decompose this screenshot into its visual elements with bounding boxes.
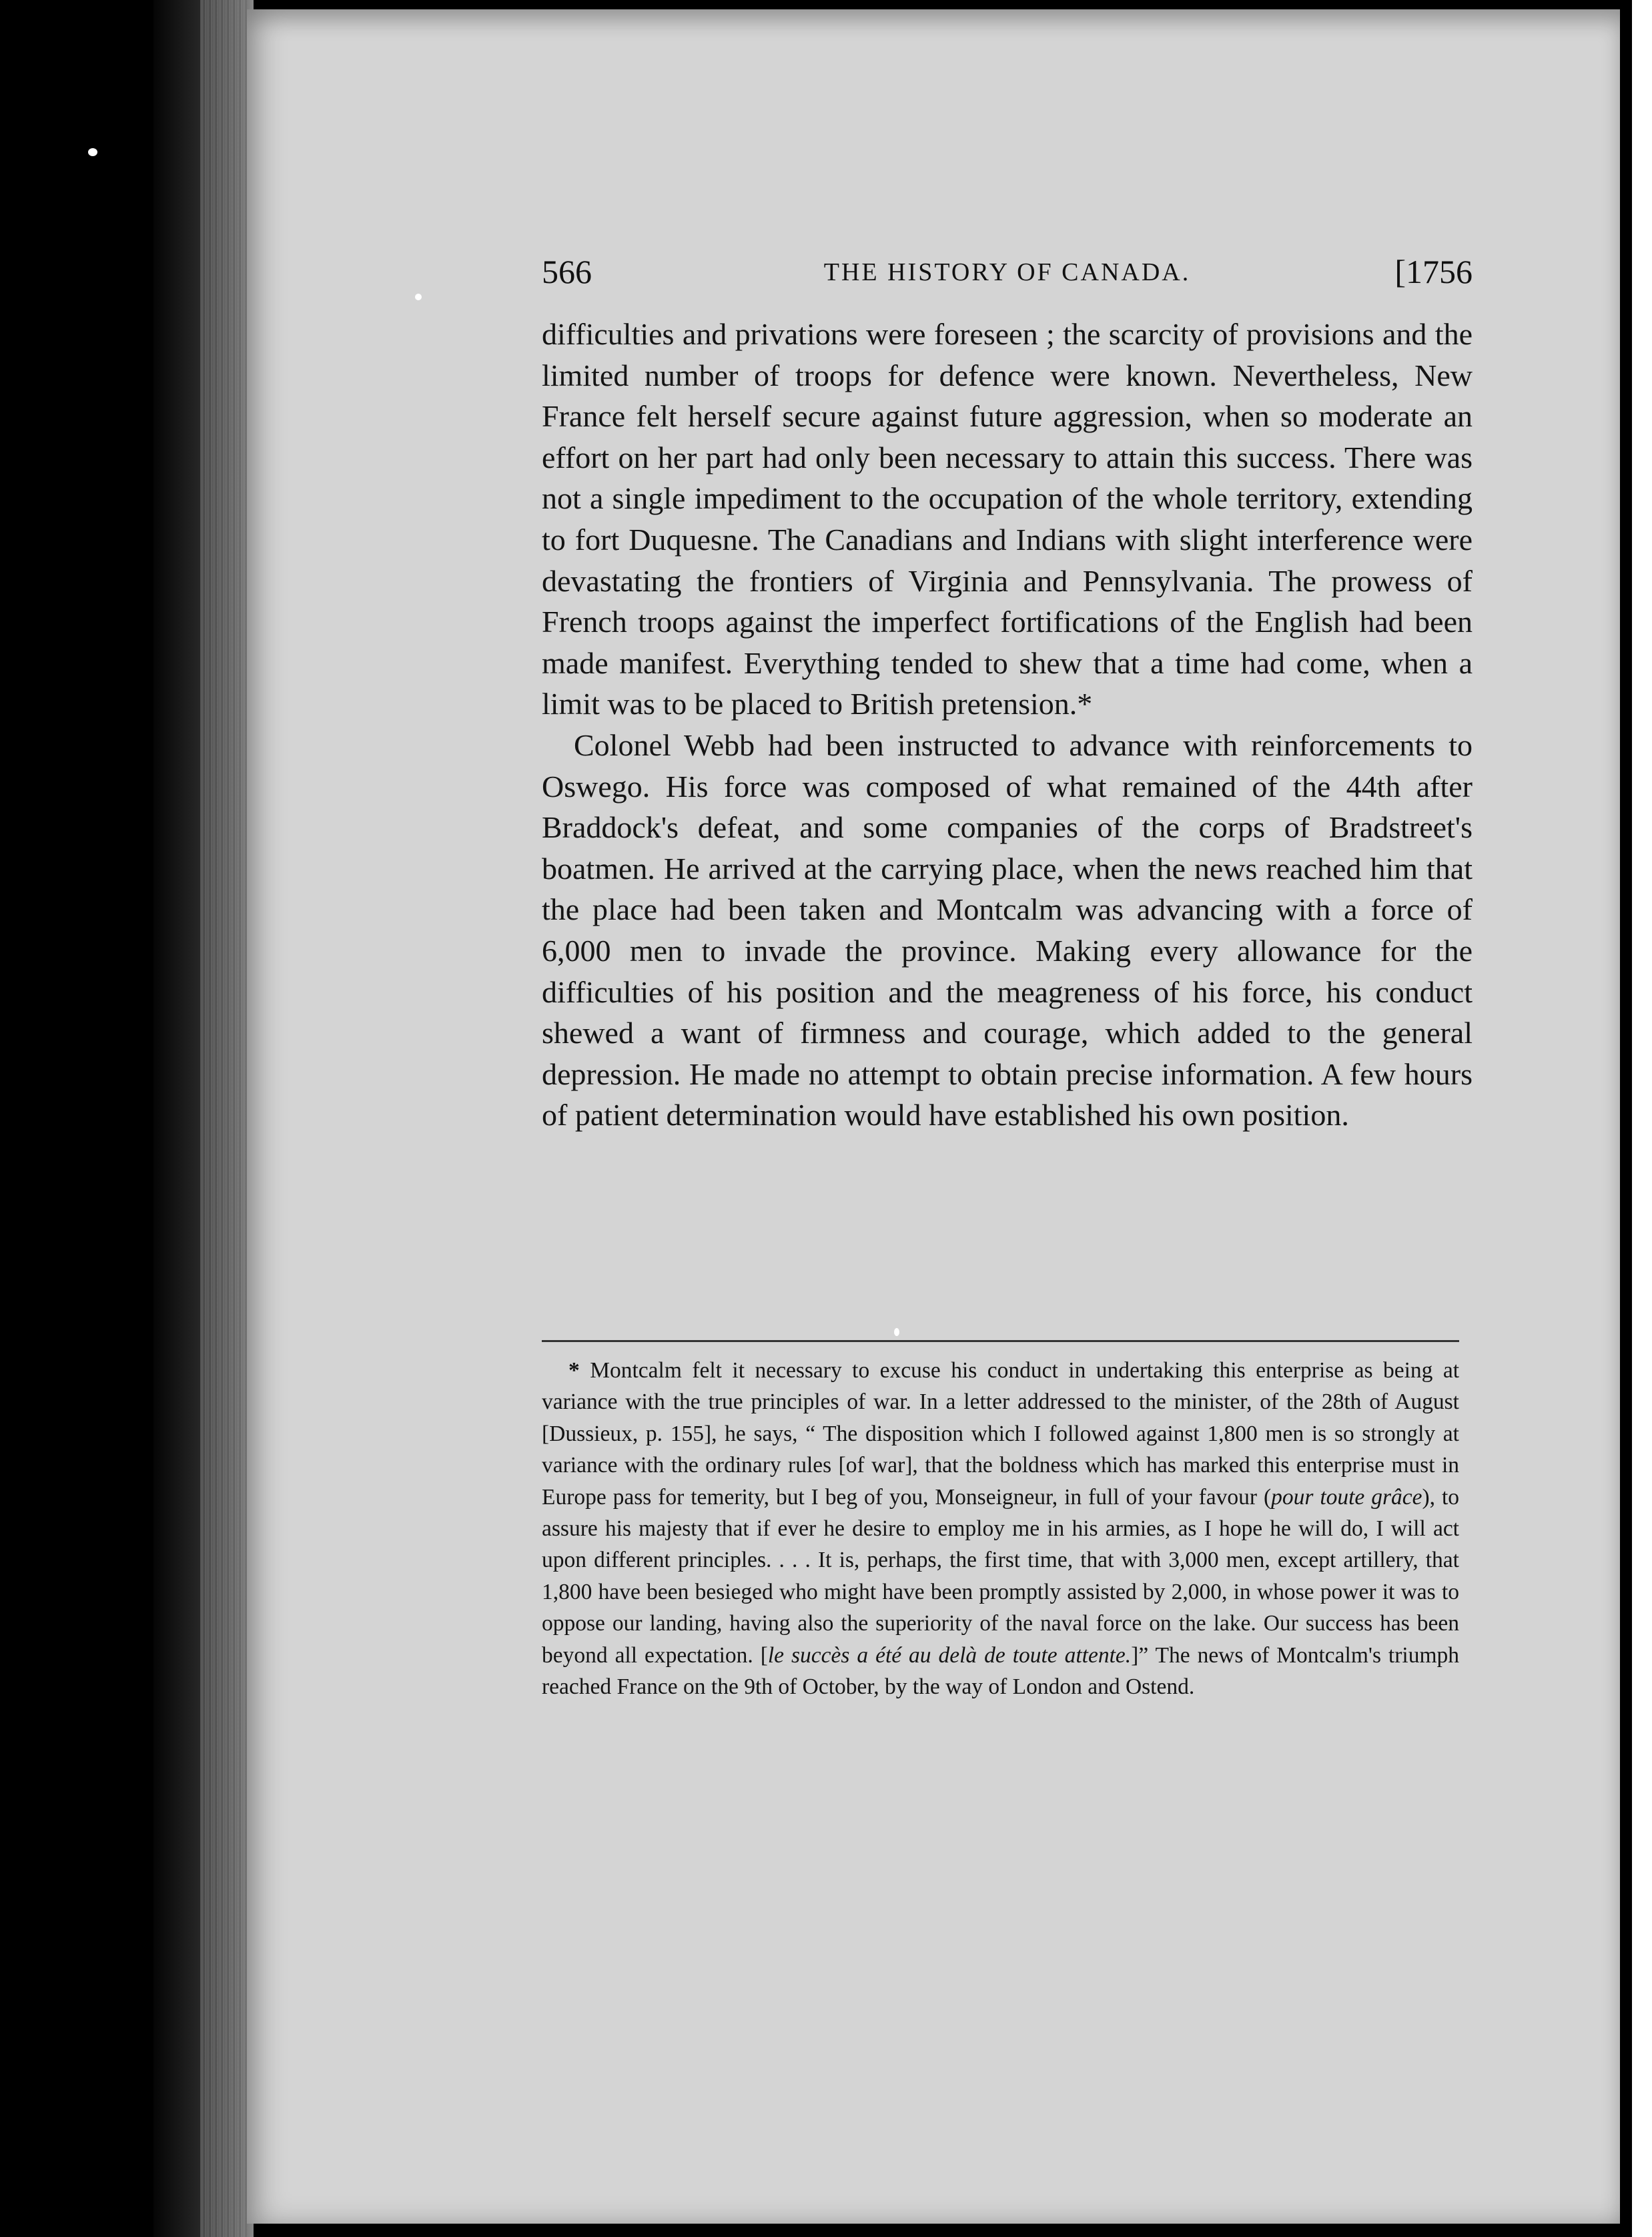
page-header (542, 252, 1473, 299)
paragraph: Colonel Webb had been instructed to advance with reinforcements to Oswego. His force was composed of what remained of the 44th after Braddock's defeat, and some companies of the corps of Bradstreet's boatmen. He arrived at the carrying place, when the news reached him that the place had been taken and Montcalm was advancing with a force of 6,000 men to invade the province. Making every allowance for the difficulties of his position and the meagreness of his force, his conduct shewed a want of firmness and courage, which added to the general depression. He made no attempt to obtain precise information. A few hours of patient determination would have established his own position. (542, 727, 1473, 1133)
footnote-text: Montcalm felt it necessary to excuse his conduct in undertaking this enterprise as being at variance with the true principles of war. In a letter addressed to the minister, of the 28th of August [Dussieux, p. 155], he says, “ The disposition which I followed against 1,800 men is so strongly at variance with the ordinary rules [of war], that the boldness which has marked this enterprise must in Europe pass for temerity, but I beg of you, Monseigneur, in full of your favour ( (542, 1358, 1460, 1510)
paragraph: difficulties and privations were foreseen ; the scarcity of provisions and the limited number of troops for defence were known. Nevertheless, New France felt herself secure against future aggression, when so moderate an effort on her part had only been necessary to attain this success. There was not a single impediment to the occupation of the whole territory, extending to fort Duquesne. The Canadians and Indians with slight interference were devastating the frontiers of Virginia and Pennsylvania. The prowess of French troops against the imperfect fortifications of the English had been made manifest. Everything tended to shew that a time had come, when a limit was to be placed to British pretension.* (542, 317, 1473, 721)
header-year: [1756 (1394, 253, 1473, 290)
footnote (542, 1355, 1459, 1702)
scan-speck (415, 294, 422, 300)
footnote-italic: pour toute grâce (1271, 1484, 1422, 1510)
footnote-text: ]” The news of Montcalm's triumph reached France on the 9th of October, by the way of London and Ostend. (542, 1642, 1460, 1700)
scan-speck (88, 148, 97, 156)
footnote-marker: * (568, 1358, 580, 1383)
footnote-rule (542, 1340, 1459, 1342)
footnote-text: ), to assure his majesty that if ever he desire to employ me in his armies, as I hope he will do, I will act upon different principles. . . . It is, perhaps, the first time, that with 3,000 men, except artillery, that 1,800 have been besieged who might have been promptly assisted by 2,000, in whose power it was to oppose our landing, having also the superiority of the naval force on the lake. Our success has been beyond all expectation. [ (542, 1484, 1459, 1668)
main-text (542, 314, 1473, 1136)
page-number: 566 (542, 253, 592, 290)
footnote-italic: le succès a été au delà de toute attente. (767, 1642, 1132, 1668)
running-title: THE HISTORY OF CANADA. (823, 258, 1191, 286)
scan-speck (894, 1328, 899, 1336)
page-edges (200, 0, 247, 2237)
scan-right-margin (1620, 0, 1652, 2237)
